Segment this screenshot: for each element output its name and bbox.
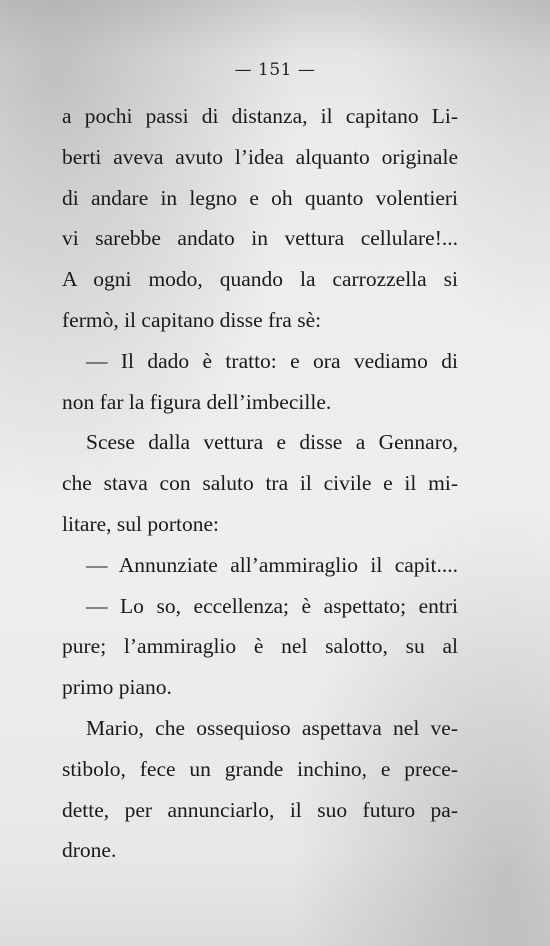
text-line: pure; l’ammiraglio è nel salotto, su al	[62, 634, 458, 659]
text-line: — Lo so, eccellenza; è aspettato; entri	[86, 593, 458, 618]
text-line: che stava con saluto tra il civile e il mi-	[62, 471, 458, 496]
text-line: a pochi passi di distanza, il capitano Li-	[62, 104, 458, 128]
text-line: Mario, che ossequioso aspettava nel ve-	[86, 715, 458, 740]
text-line: stibolo, fece un grande inchino, e prece-	[62, 756, 458, 781]
text-line: Scese dalla vettura e disse a Gennaro,	[86, 430, 458, 455]
body-text	[62, 96, 458, 871]
text-line: berti aveva avuto l’idea alquanto originale	[62, 144, 458, 169]
text-line: litare, sul portone:	[62, 511, 220, 536]
text-line: vi sarebbe andato in vettura cellulare!...	[62, 226, 458, 251]
text-line: di andare in legno e oh quanto volentieri	[62, 185, 458, 210]
text-line: non far la figura dell’imbecille.	[62, 389, 332, 414]
page-number: — 151 —	[234, 60, 316, 80]
text-line: dette, per annunciarlo, il suo futuro pa-	[62, 797, 458, 822]
text-line: primo piano.	[62, 675, 172, 700]
text-line: A ogni modo, quando la carrozzella si	[62, 267, 458, 292]
text-line: — Annunziate all’ammiraglio il capit....	[86, 552, 458, 577]
text-line: fermò, il capitano disse fra sè:	[62, 307, 322, 332]
text-line: — Il dado è tratto: e ora vediamo di	[86, 348, 458, 373]
text-line: drone.	[62, 838, 117, 863]
